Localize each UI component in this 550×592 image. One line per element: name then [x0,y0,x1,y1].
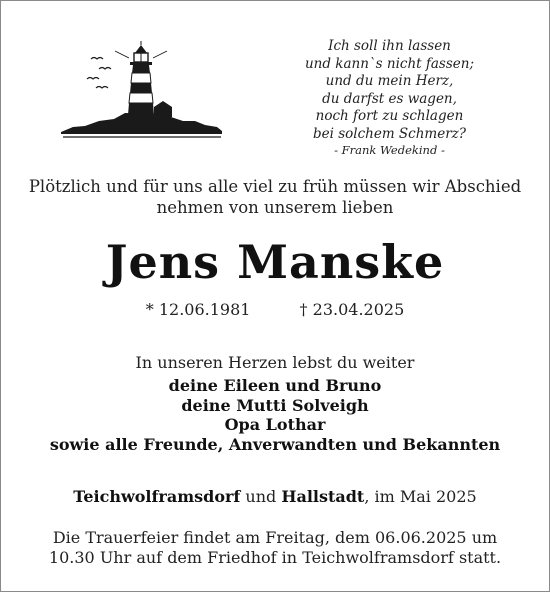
birth-date: * 12.06.1981 [145,300,251,319]
town-1: Teichwolframsdorf [73,487,241,506]
mourners-list [1,376,549,454]
intro-line: nehmen von unserem lieben [156,198,394,217]
poem-author: - Frank Wedekind - [334,143,445,157]
service-line: Die Trauerfeier findet am Freitag, dem 06.06.2025 um [52,528,498,547]
place-and-date [1,486,549,507]
life-dates [1,299,549,321]
motto: In unseren Herzen lebst du weiter [135,353,415,372]
bird-icon [96,87,108,89]
intro-line: Plötzlich und für uns alle viel zu früh müssen wir Abschied [28,177,522,196]
poem [297,38,482,158]
place-date: , im Mai 2025 [364,487,477,506]
lighthouse-icon [59,41,224,141]
poem-line: bei solchem Schmerz? [312,125,467,142]
mourner-line: deine Mutti Solveigh [181,395,369,415]
death-date: † 23.04.2025 [299,300,405,319]
mourner-line: sowie alle Freunde, Anverwandten und Bekannten [49,434,501,454]
bird-icon [87,78,99,80]
poem-line: und du mein Herz, [325,73,454,89]
deceased-name: Jens Manske [105,235,445,289]
poem-line: Ich soll ihn lassen [328,38,451,54]
poem-line: und kann`s nicht fassen; [304,55,475,72]
place-connector: und [240,487,282,506]
town-2: Hallstadt [281,487,365,506]
intro-text [1,176,549,218]
funeral-service-info [1,528,549,568]
mourner-line: deine Eileen und Bruno [168,376,382,395]
mourner-line: Opa Lothar [224,415,326,434]
poem-line: du darfst es wagen, [322,90,457,107]
poem-line: noch fort zu schlagen [315,108,464,124]
bird-icon [91,58,103,60]
service-line: 10.30 Uhr auf dem Friedhof in Teichwolframsdorf statt. [48,548,502,567]
bird-icon [99,68,111,70]
